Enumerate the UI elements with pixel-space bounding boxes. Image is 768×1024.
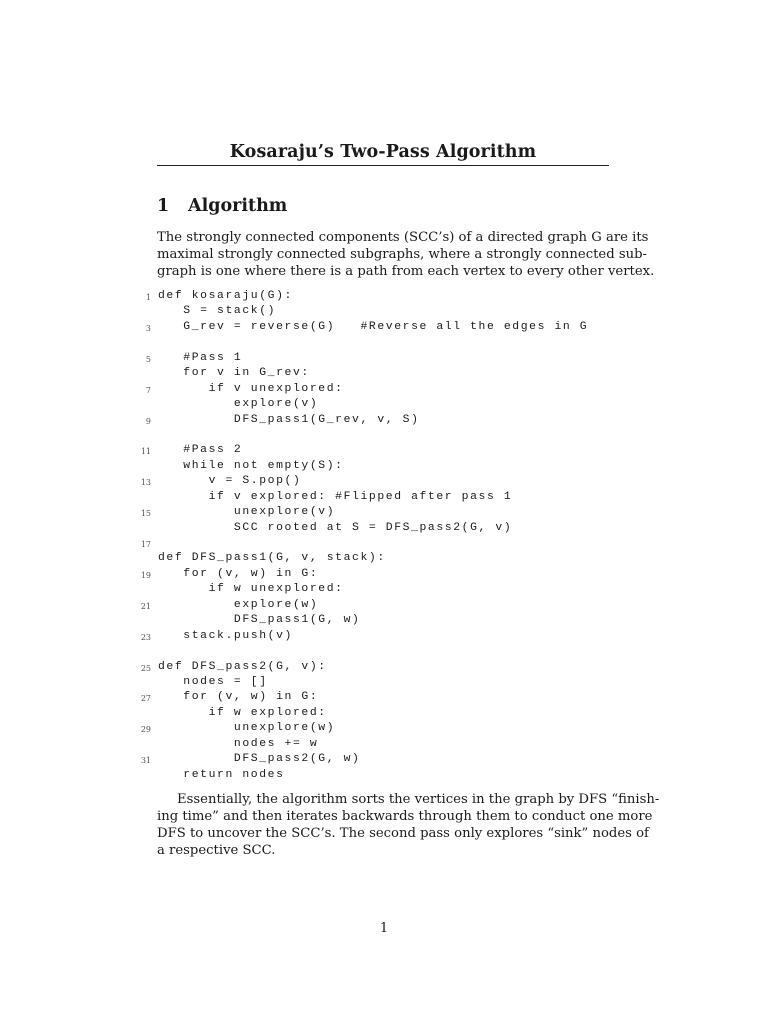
line-number: 11 (140, 447, 151, 457)
line-number: 7 (145, 385, 151, 395)
code-line (0, 506, 768, 521)
code-text: explore(v) (158, 398, 319, 411)
code-text: for v in G_rev: (158, 367, 310, 380)
section-heading (157, 196, 287, 216)
line-number: 13 (140, 478, 151, 488)
code-line (0, 491, 768, 506)
line-number: 17 (140, 540, 151, 549)
code-line (0, 722, 768, 737)
code-line (0, 552, 768, 567)
intro-line: graph is one where there is a path from each vertex to every other vertex. (157, 263, 655, 279)
summary-line: Essentially, the algorithm sorts the vertices in the graph by DFS “finish- (177, 792, 660, 807)
code-line (0, 691, 768, 706)
code-line (0, 738, 768, 753)
code-text: while not empty(S): (158, 459, 344, 472)
code-line (0, 522, 768, 537)
code-text: #Pass 1 (158, 351, 243, 364)
code-line (0, 367, 768, 382)
title-rule (157, 165, 609, 166)
line-number: 15 (140, 509, 151, 519)
code-line (0, 414, 768, 429)
line-number: 31 (140, 756, 151, 766)
line-number: 29 (140, 725, 151, 735)
code-text: return nodes (158, 768, 285, 781)
code-text: explore(w) (158, 598, 319, 611)
intro-line: maximal strongly connected subgraphs, where a strongly connected sub- (157, 246, 647, 262)
code-text: def DFS_pass2(G, v): (158, 660, 327, 673)
code-line (0, 290, 768, 305)
code-text: DFS_pass1(G_rev, v, S) (158, 413, 420, 426)
code-text: if w unexplored: (158, 583, 344, 596)
summary-line: DFS to uncover the SCC’s. The second pass only explores “sink” nodes of (157, 825, 649, 841)
code-line (0, 753, 768, 768)
code-line (0, 676, 768, 691)
section-title: Algorithm (188, 196, 288, 216)
line-number: 9 (145, 416, 151, 426)
section-number: 1 (157, 196, 170, 216)
code-line (0, 305, 768, 320)
code-line (0, 707, 768, 722)
line-number: 5 (145, 354, 151, 364)
code-line (0, 661, 768, 676)
code-line (0, 599, 768, 614)
summary-line: a respective SCC. (157, 842, 276, 858)
line-number: 25 (140, 663, 151, 673)
code-text: if v unexplored: (158, 382, 344, 395)
code-line (0, 769, 768, 784)
line-number: 19 (140, 570, 151, 580)
code-line (0, 583, 768, 598)
code-line (0, 568, 768, 583)
code-text: for (v, w) in G: (158, 691, 319, 704)
code-line (0, 537, 768, 552)
code-text: DFS_pass1(G, w) (158, 614, 361, 627)
intro-paragraph (157, 230, 655, 280)
code-text: for (v, w) in G: (158, 567, 319, 580)
line-number: 3 (145, 323, 151, 333)
code-line (0, 630, 768, 645)
code-line (0, 444, 768, 459)
page-number: 1 (379, 921, 389, 936)
intro-line: The strongly connected components (SCC’s) of a directed graph G are its (157, 230, 649, 245)
code-text: S = stack() (158, 305, 277, 318)
code-line (0, 614, 768, 629)
line-number: 21 (140, 601, 151, 611)
line-number: 23 (140, 632, 151, 642)
code-line (0, 475, 768, 490)
code-text: unexplore(w) (158, 722, 336, 735)
code-text: v = S.pop() (158, 475, 302, 488)
code-text: SCC rooted at S = DFS_pass2(G, v) (158, 521, 513, 534)
code-line (0, 383, 768, 398)
summary-paragraph (157, 792, 660, 860)
code-text: if w explored: (158, 706, 327, 719)
code-text: DFS_pass2(G, w) (158, 753, 361, 766)
code-text: stack.push(v) (158, 629, 293, 642)
code-listing (0, 290, 768, 784)
code-line (0, 321, 768, 336)
line-number: 27 (140, 694, 151, 704)
code-line (0, 460, 768, 475)
code-line (0, 352, 768, 367)
summary-line: ing time” and then iterates backwards through them to conduct one more (157, 808, 653, 824)
code-text: def kosaraju(G): (158, 290, 293, 302)
code-line (0, 429, 768, 444)
code-line (0, 645, 768, 660)
code-line (0, 398, 768, 413)
code-line (0, 336, 768, 351)
code-text: G_rev = reverse(G) #Reverse all the edges in G (158, 320, 589, 333)
code-text: nodes += w (158, 737, 319, 750)
code-text: def DFS_pass1(G, v, stack): (158, 552, 386, 565)
code-text: #Pass 2 (158, 444, 243, 457)
line-number: 1 (145, 293, 151, 302)
code-text: nodes = [] (158, 675, 268, 688)
code-text: if v explored: #Flipped after pass 1 (158, 490, 513, 503)
document-title: Kosaraju’s Two-Pass Algorithm (229, 142, 537, 162)
code-text: unexplore(v) (158, 506, 336, 519)
